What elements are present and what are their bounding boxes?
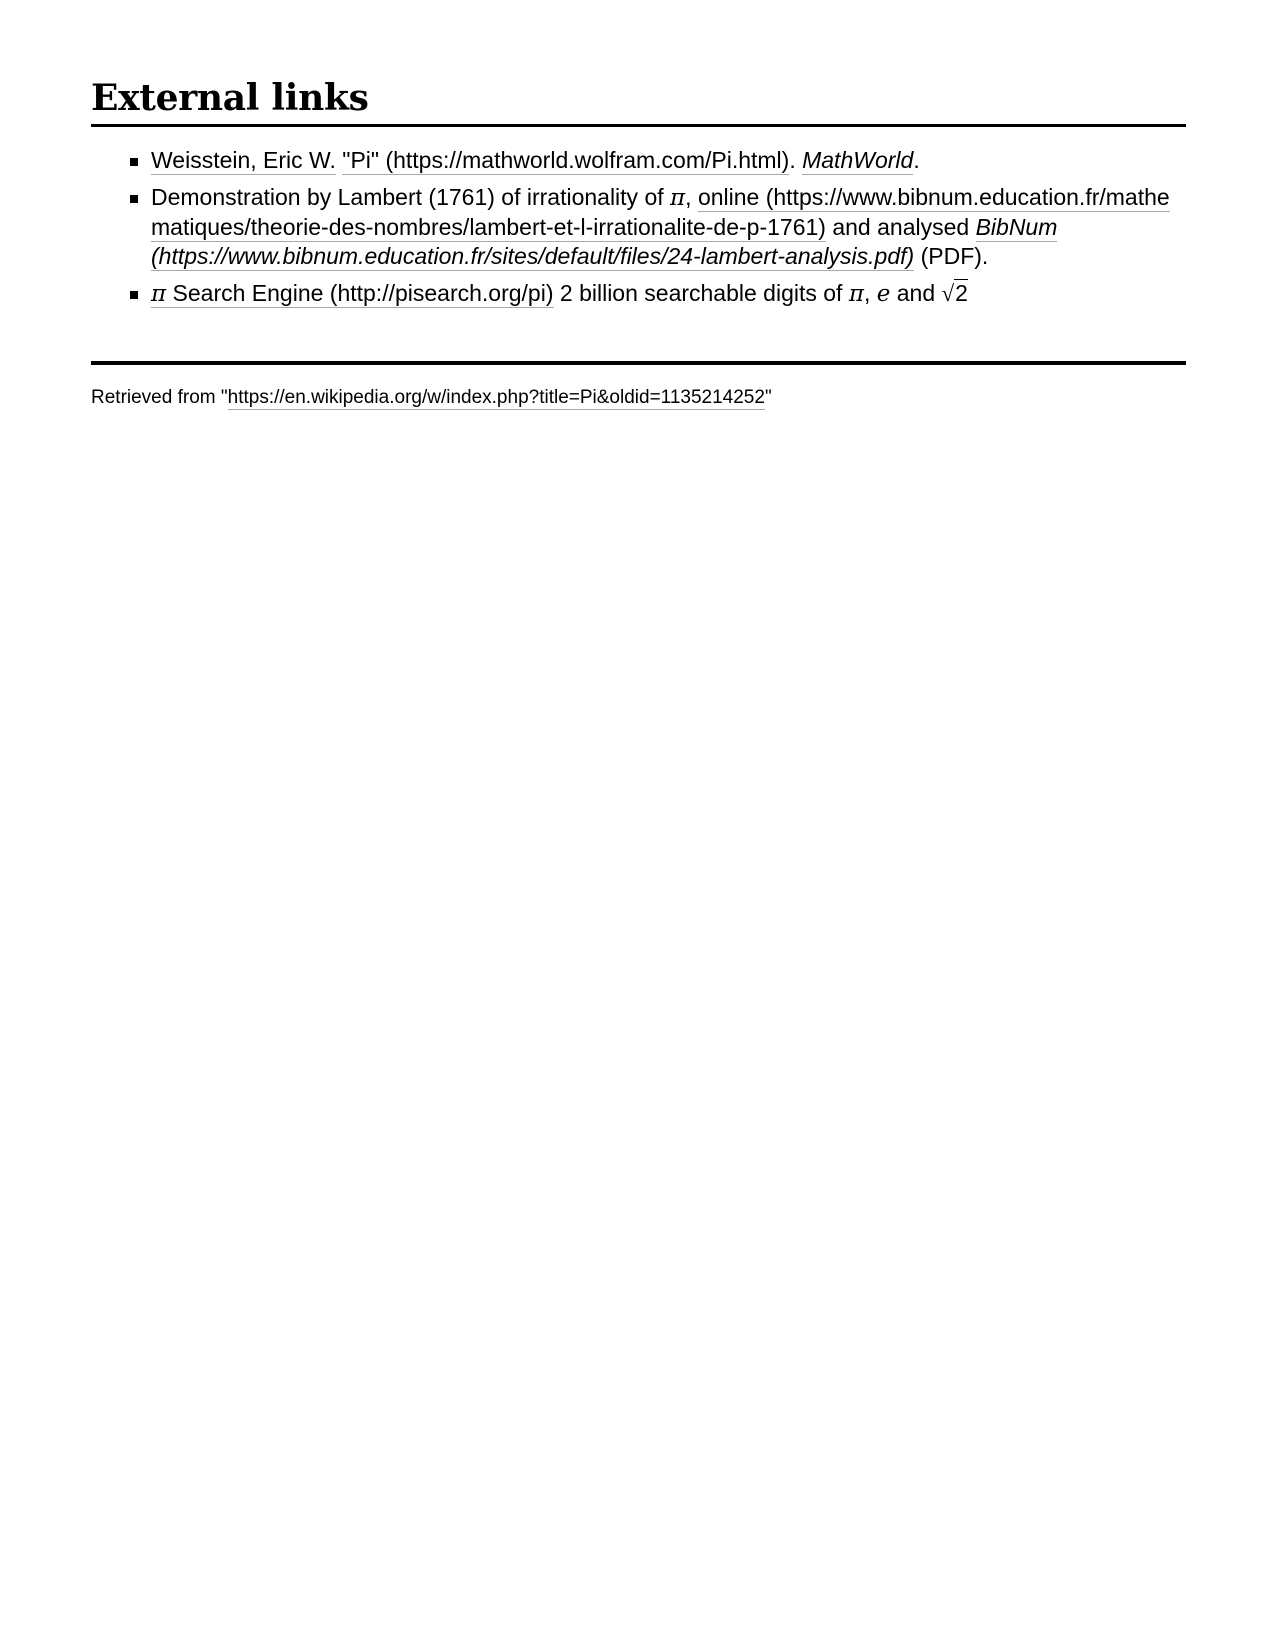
bullet-icon [130, 158, 138, 166]
retrieved-prefix: Retrieved from " [91, 387, 228, 408]
sqrt-radicand: 2 [955, 280, 968, 306]
item-text: (PDF). [914, 243, 989, 269]
pi-search-engine-link[interactable] [151, 280, 554, 308]
retrieved-url-link[interactable]: https://en.wikipedia.org/w/index.php?title=Pi&oldid=1135214252 [227, 387, 765, 408]
item-text: and analysed [825, 214, 976, 240]
heading-divider [91, 124, 1186, 127]
item-text: and [890, 280, 942, 306]
bullet-icon [130, 195, 138, 203]
item-text: 2 billion searchable digits of [553, 280, 849, 306]
footer-divider [91, 361, 1186, 365]
mathworld-pi-link[interactable]: "Pi" (https://mathworld.wolfram.com/Pi.html) [342, 147, 790, 173]
external-links-list [91, 146, 1186, 317]
pi-symbol: π [848, 281, 864, 307]
bibnum-analysis-link[interactable]: BibNum (https://www.bibnum.education.fr/sites/default/files/24-lambert-analysis.pdf) [151, 214, 1058, 269]
end-punctuation: . [913, 147, 920, 173]
e-symbol: e [876, 281, 891, 307]
list-item [91, 146, 1186, 175]
link-label: Search Engine (http://pisearch.org/pi) [166, 280, 554, 306]
pi-symbol: π [670, 185, 686, 211]
lambert-online-link[interactable]: online (https://www.bibnum.education.fr/mathematiques/theorie-des-nombres/lambert-et-l-irrationalite-de-p-1761) [151, 184, 1170, 240]
list-item [91, 183, 1186, 271]
retrieved-suffix: " [764, 387, 772, 408]
separator-text: . [789, 147, 803, 173]
mathworld-source-link[interactable]: MathWorld [802, 147, 914, 173]
separator-text: , [863, 280, 877, 306]
retrieved-from-line [91, 386, 772, 410]
bullet-icon [130, 291, 138, 299]
pi-symbol: π [151, 281, 167, 307]
sqrt-symbol: √ [941, 281, 955, 306]
section-heading: External links [91, 77, 369, 119]
item-text: Demonstration by Lambert (1761) of irrationality of [151, 184, 671, 210]
separator-text: , [685, 184, 698, 210]
list-item [91, 279, 1186, 309]
author-link[interactable]: Weisstein, Eric W. [151, 147, 336, 173]
